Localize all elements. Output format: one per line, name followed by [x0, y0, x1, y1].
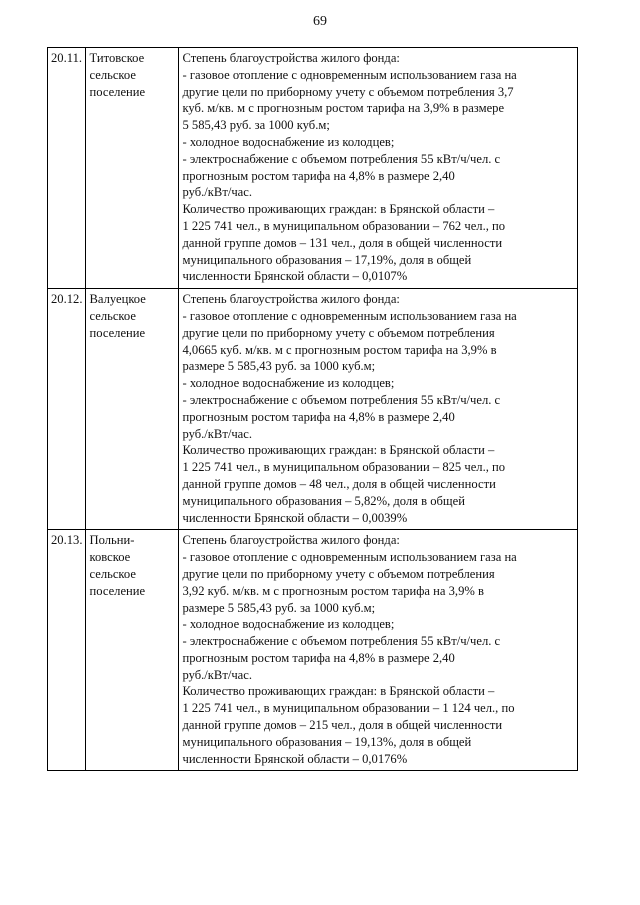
- description-line: - газовое отопление с одновременным использованием газа на: [182, 550, 517, 565]
- description-line: размере 5 585,43 руб. за 1000 куб.м;: [182, 359, 376, 374]
- description-line: - электроснабжение с объемом потребления 55 кВт/ч/чел. с: [182, 392, 501, 407]
- description-line: Степень благоустройства жилого фонда:: [182, 292, 400, 307]
- description-line: другие цели по приборному учету с объемом потребления 3,7: [182, 84, 514, 99]
- settlement-name: [86, 530, 179, 771]
- settlement-name-line: Польни-: [89, 533, 135, 548]
- settlement-name-line: поселение: [89, 583, 146, 598]
- settlement-name-line: Валуецкое: [89, 292, 146, 307]
- settlement-name-line: поселение: [89, 84, 146, 99]
- settlement-name: [86, 48, 179, 289]
- description-line: руб./кВт/час.: [182, 667, 252, 682]
- settlement-name-line: Титовское: [89, 51, 145, 65]
- description-line: 4,0665 куб. м/кв. м с прогнозным ростом тарифа на 3,9% в: [182, 342, 497, 357]
- settlement-name-line: поселение: [89, 325, 146, 340]
- description-line: 1 225 741 чел., в муниципальном образовании – 1 124 чел., по: [182, 701, 515, 716]
- description-line: данной группе домов – 131 чел., доля в общей численности: [182, 235, 503, 250]
- description-line: Степень благоустройства жилого фонда:: [182, 533, 400, 548]
- description-line: размере 5 585,43 руб. за 1000 куб.м;: [182, 600, 376, 615]
- description-line: численности Брянской области – 0,0039%: [182, 510, 408, 525]
- table-row: [48, 48, 578, 289]
- description-line: прогнозным ростом тарифа на 4,8% в размере 2,40: [182, 650, 455, 665]
- description-line: - газовое отопление с одновременным использованием газа на: [182, 308, 517, 323]
- row-number: 20.13.: [48, 530, 86, 771]
- description-line: - электроснабжение с объемом потребления 55 кВт/ч/чел. с: [182, 151, 501, 166]
- settlement-description: [179, 530, 578, 771]
- row-number: 20.11.: [48, 48, 86, 289]
- description-line: численности Брянской области – 0,0176%: [182, 751, 408, 766]
- description-line: - холодное водоснабжение из колодцев;: [182, 134, 395, 149]
- row-number: 20.12.: [48, 289, 86, 530]
- page-number: 69: [313, 14, 327, 29]
- settlement-description: [179, 289, 578, 530]
- description-line: руб./кВт/час.: [182, 426, 252, 441]
- description-line: другие цели по приборному учету с объемом потребления: [182, 325, 495, 340]
- description-line: 1 225 741 чел., в муниципальном образовании – 825 чел., по: [182, 460, 506, 475]
- description-line: Степень благоустройства жилого фонда:: [182, 51, 400, 65]
- description-line: руб./кВт/час.: [182, 185, 252, 200]
- description-line: куб. м/кв. м с прогнозным ростом тарифа на 3,9% в размере: [182, 101, 505, 116]
- description-line: прогнозным ростом тарифа на 4,8% в размере 2,40: [182, 409, 455, 424]
- description-line: Количество проживающих граждан: в Брянской области –: [182, 202, 495, 217]
- description-line: 5 585,43 руб. за 1000 куб.м;: [182, 118, 330, 133]
- description-line: - электроснабжение с объемом потребления 55 кВт/ч/чел. с: [182, 634, 501, 649]
- description-line: другие цели по приборному учету с объемом потребления: [182, 566, 495, 581]
- description-line: Количество проживающих граждан: в Брянской области –: [182, 443, 495, 458]
- settlement-name-line: ковское: [89, 550, 131, 565]
- description-line: прогнозным ростом тарифа на 4,8% в размере 2,40: [182, 168, 455, 183]
- description-line: - газовое отопление с одновременным использованием газа на: [182, 67, 517, 82]
- description-line: 1 225 741 чел., в муниципальном образовании – 762 чел., по: [182, 218, 506, 233]
- description-line: данной группе домов – 48 чел., доля в общей численности: [182, 476, 496, 491]
- description-line: муниципального образования – 17,19%, доля в общей: [182, 252, 472, 267]
- settlement-name-line: сельское: [89, 67, 136, 82]
- settlements-table: [47, 47, 578, 771]
- description-line: численности Брянской области – 0,0107%: [182, 269, 408, 284]
- table-row: [48, 289, 578, 530]
- description-line: данной группе домов – 215 чел., доля в общей численности: [182, 718, 503, 733]
- description-line: муниципального образования – 19,13%, доля в общей: [182, 734, 472, 749]
- description-line: муниципального образования – 5,82%, доля в общей: [182, 493, 465, 508]
- settlement-name: [86, 289, 179, 530]
- settlement-name-line: сельское: [89, 308, 136, 323]
- description-line: Количество проживающих граждан: в Брянской области –: [182, 684, 495, 699]
- settlement-description: [179, 48, 578, 289]
- table-row: [48, 530, 578, 771]
- settlement-name-line: сельское: [89, 566, 136, 581]
- description-line: 3,92 куб. м/кв. м с прогнозным ростом тарифа на 3,9% в: [182, 583, 484, 598]
- description-line: - холодное водоснабжение из колодцев;: [182, 376, 395, 391]
- description-line: - холодное водоснабжение из колодцев;: [182, 617, 395, 632]
